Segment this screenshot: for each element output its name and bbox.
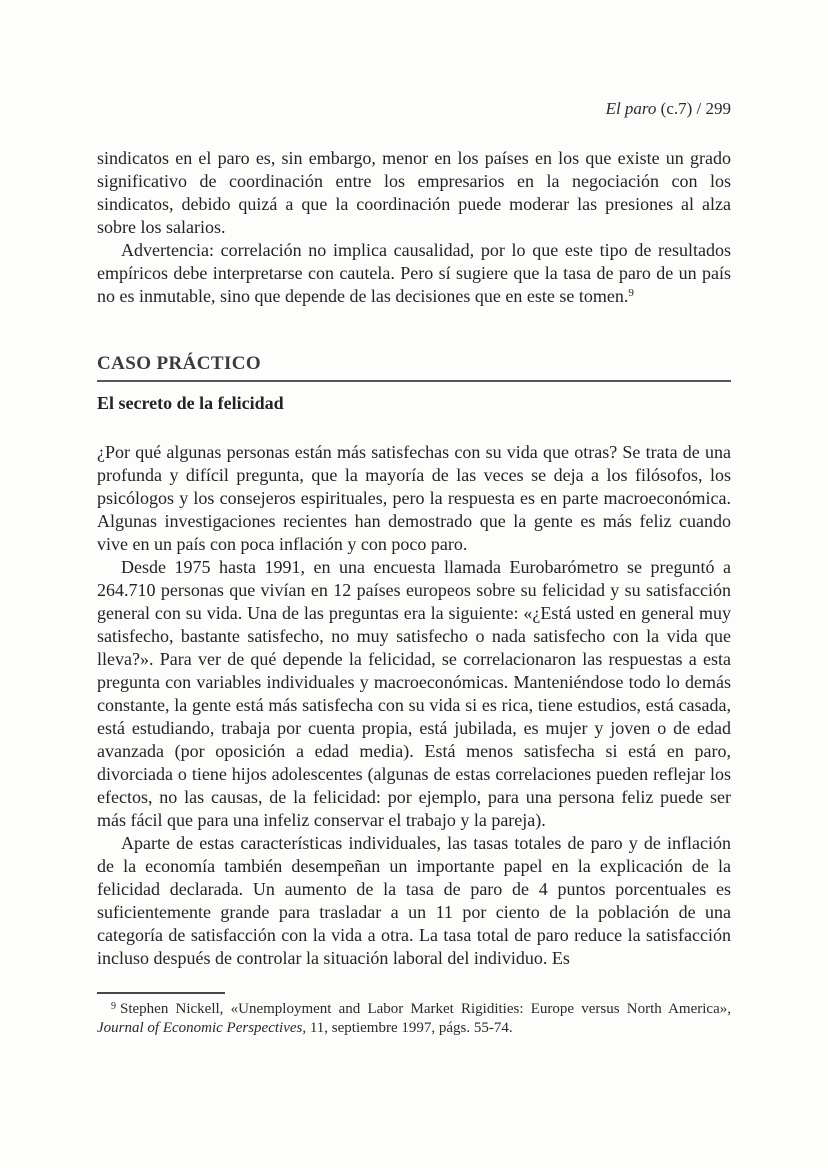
paragraph-warning <box>97 239 731 308</box>
footnote-divider <box>97 992 225 994</box>
running-header <box>97 99 731 119</box>
footnote-text: Stephen Nickell, «Unemployment and Labor Market Rigidities: Europe versus North America», <box>120 1001 731 1017</box>
footnote-marker: 9 <box>111 1001 116 1012</box>
footnote-citation-tail: , 11, septiembre 1997, págs. 55-74. <box>302 1020 513 1036</box>
paragraph-warning-text: Advertencia: correlación no implica causalidad, por lo que este tipo de resultados empíricos debe interpretarse con cautela. Pero sí sugiere que la tasa de paro de un país no es inmutable, sino que depende de las decisiones que en este se tomen. <box>97 240 731 306</box>
paragraph-continuation: sindicatos en el paro es, sin embargo, menor en los países en los que existe un grado significativo de coordinación entre los empresarios en la negociación con los sindicatos, debido quizá a que la coordinación puede moderar las presiones al alza sobre los salarios. <box>97 148 731 237</box>
running-header-chapter-page: (c.7) / 299 <box>656 99 731 118</box>
case-study-heading: CASO PRÁCTICO <box>97 353 731 382</box>
case-paragraph-3: Aparte de estas características individuales, las tasas totales de paro y de inflación de la economía también desempeñan un importante papel en la explicación de la felicidad declarada. Un aumento de la tasa de paro de 4 puntos porcentuales es suficientemente grande para trasladar a un 11 por ciento de la población de una categoría de satisfacción con la vida a otra. La tasa total de paro reduce la satisfacción incluso después de controlar la situación laboral del individuo. Es <box>97 833 731 968</box>
case-study-title: El secreto de la felicidad <box>97 393 284 413</box>
case-paragraph-1: ¿Por qué algunas personas están más satisfechas con su vida que otras? Se trata de una profunda y difícil pregunta, que la mayoría de las veces se deja a los filósofos, los psicólogos y los consejeros espirituales, pero la respuesta es en parte macroeconómica. Algunas investigaciones recientes han demostrado que la gente es más feliz cuando vive en un país con poca inflación y con poco paro. <box>97 442 731 554</box>
footnote-journal: Journal of Economic Perspectives <box>97 1020 303 1036</box>
case-paragraph-2: Desde 1975 hasta 1991, en una encuesta llamada Eurobarómetro se preguntó a 264.710 personas que vivían en 12 países europeos sobre su felicidad y su satisfacción general con su vida. Una de las preguntas era la siguiente: «¿Está usted en general muy satisfecho, bastante satisfecho, no muy satisfecho o nada satisfecho con la vida que lleva?». Para ver de qué depende la felicidad, se correlacionaron las respuestas a esta pregunta con variables individuales y macroeconómicas. Manteniéndose todo lo demás constante, la gente está más satisfecha con su vida si es rica, tiene estudios, está casada, está estudiando, trabaja por cuenta propia, está jubilada, es mujer y joven o de edad avanzada (por oposición a edad media). Está menos satisfecha si está en paro, divorciada o tiene hijos adolescentes (algunas de estas correlaciones pueden reflejar los efectos, no las causas, de la felicidad: por ejemplo, para una persona feliz puede ser más fácil que para una infeliz conservar el trabajo y la pareja). <box>97 557 731 830</box>
footnote-reference: 9 <box>628 287 634 299</box>
running-header-book-title: El paro <box>605 99 657 118</box>
footnote-section <box>97 992 731 1038</box>
page-body <box>97 147 731 970</box>
footnote <box>97 1000 731 1038</box>
